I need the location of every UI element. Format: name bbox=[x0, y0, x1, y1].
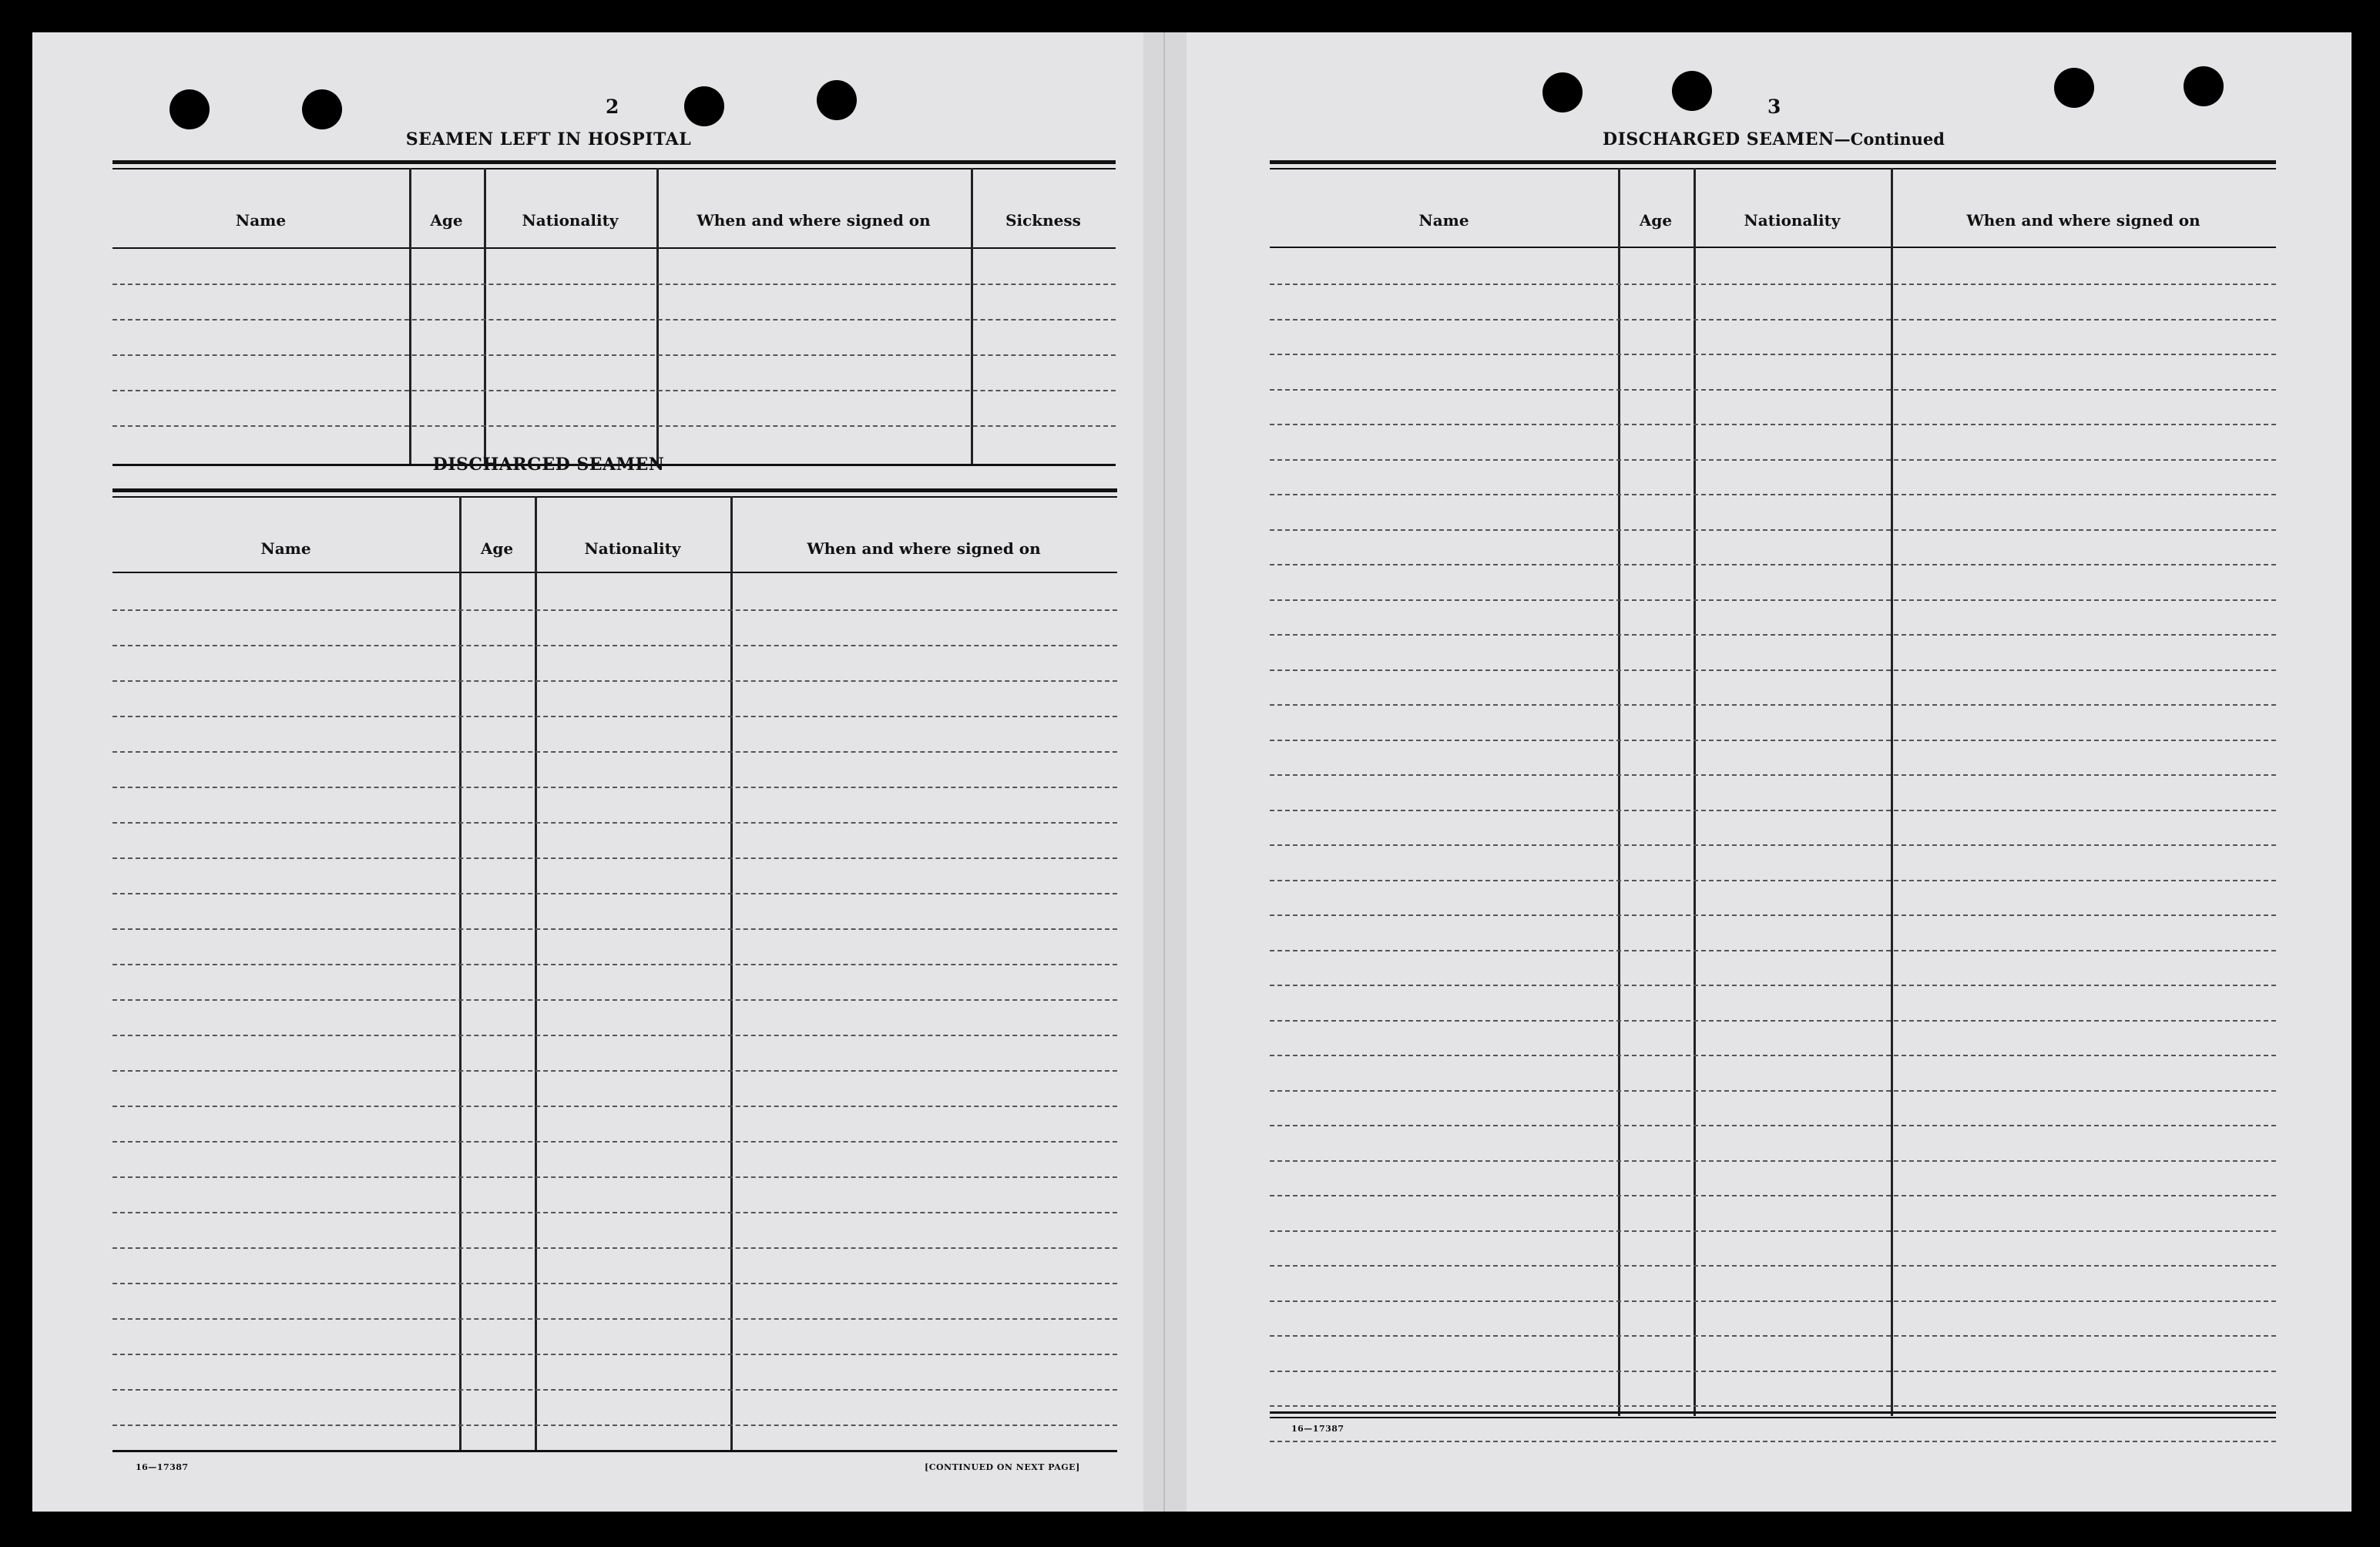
form-row-line bbox=[1270, 1441, 2276, 1442]
form-row-line bbox=[1270, 669, 2276, 671]
form-row-line bbox=[1270, 389, 2276, 391]
form-row-line bbox=[112, 928, 1117, 930]
form-row-line bbox=[1270, 844, 2276, 846]
title-text: DISCHARGED SEAMEN bbox=[1603, 129, 1835, 149]
punch-hole bbox=[170, 89, 210, 129]
form-row-line bbox=[1270, 1090, 2276, 1092]
column-divider bbox=[459, 496, 462, 1451]
form-row-line bbox=[112, 609, 1117, 611]
form-row-line bbox=[1270, 284, 2276, 285]
discharged-continued-table bbox=[1270, 160, 2276, 1416]
form-row-line bbox=[112, 645, 1117, 646]
form-row-line bbox=[112, 787, 1117, 788]
punch-hole bbox=[684, 86, 724, 126]
form-row-line bbox=[112, 390, 1116, 391]
discharged-continued-title bbox=[1603, 129, 1945, 149]
col-header-name: Name bbox=[260, 539, 311, 558]
form-row-line bbox=[112, 1389, 1117, 1391]
column-divider bbox=[1618, 168, 1620, 1416]
form-row-line bbox=[1270, 1371, 2276, 1372]
form-row-line bbox=[112, 1070, 1117, 1072]
page-number: 3 bbox=[1767, 96, 1781, 118]
top-rule bbox=[112, 160, 1116, 164]
punch-hole bbox=[2184, 66, 2224, 106]
form-row-line bbox=[1270, 774, 2276, 776]
bottom-rule-thin bbox=[1270, 1417, 2276, 1418]
form-row-line bbox=[1270, 1335, 2276, 1337]
form-row-line bbox=[112, 857, 1117, 859]
column-divider bbox=[1694, 168, 1696, 1416]
form-row-line bbox=[1270, 1405, 2276, 1407]
form-row-line bbox=[112, 1212, 1117, 1213]
continued-note: [CONTINUED ON NEXT PAGE] bbox=[925, 1462, 1080, 1472]
form-row-line bbox=[112, 1318, 1117, 1320]
top-rule bbox=[112, 488, 1117, 492]
col-header-nationality: Nationality bbox=[1744, 211, 1841, 230]
form-row-line bbox=[112, 999, 1117, 1001]
form-row-line bbox=[112, 1176, 1117, 1178]
punch-hole bbox=[817, 80, 857, 120]
col-header-name: Name bbox=[1418, 211, 1469, 230]
top-rule bbox=[1270, 160, 2276, 164]
form-row-line bbox=[112, 319, 1116, 320]
form-row-line bbox=[1270, 1300, 2276, 1302]
form-row-line bbox=[1270, 950, 2276, 951]
header-rule bbox=[112, 247, 1116, 249]
header-rule bbox=[112, 572, 1117, 573]
form-row-line bbox=[1270, 914, 2276, 916]
page-number: 2 bbox=[606, 96, 619, 118]
form-row-line bbox=[1270, 1125, 2276, 1126]
form-row-line bbox=[1270, 1055, 2276, 1056]
form-row-line bbox=[1270, 424, 2276, 425]
form-row-line bbox=[1270, 1195, 2276, 1196]
discharged-table bbox=[112, 488, 1117, 1451]
header-rule bbox=[1270, 247, 2276, 248]
form-row-line bbox=[112, 716, 1117, 717]
punch-hole bbox=[2054, 68, 2094, 108]
form-row-line bbox=[112, 1425, 1117, 1426]
form-number: 16—17387 bbox=[136, 1462, 189, 1472]
column-divider bbox=[1891, 168, 1893, 1416]
hospital-title: SEAMEN LEFT IN HOSPITAL bbox=[405, 129, 692, 149]
form-row-line bbox=[112, 284, 1116, 285]
form-number: 16—17387 bbox=[1291, 1424, 1344, 1434]
form-row-line bbox=[1270, 810, 2276, 811]
form-row-line bbox=[1270, 740, 2276, 741]
column-divider bbox=[730, 496, 733, 1451]
right-page bbox=[1187, 32, 2351, 1512]
bottom-rule bbox=[112, 1450, 1117, 1452]
form-row-line bbox=[1270, 1160, 2276, 1162]
bottom-rule bbox=[1270, 1411, 2276, 1414]
form-row-line bbox=[112, 893, 1117, 894]
form-row-line bbox=[112, 1141, 1117, 1143]
form-row-line bbox=[112, 964, 1117, 965]
col-header-age: Age bbox=[430, 211, 463, 230]
form-row-line bbox=[112, 1035, 1117, 1036]
col-header-name: Name bbox=[235, 211, 287, 230]
form-row-line bbox=[112, 425, 1116, 427]
form-row-line bbox=[1270, 564, 2276, 565]
punch-hole bbox=[1542, 72, 1583, 112]
col-header-sickness: Sickness bbox=[1005, 211, 1081, 230]
form-row-line bbox=[1270, 1265, 2276, 1267]
form-row-line bbox=[1270, 634, 2276, 636]
form-row-line bbox=[1270, 494, 2276, 495]
form-row-line bbox=[112, 1354, 1117, 1355]
form-row-line bbox=[1270, 459, 2276, 461]
top-rule-thin bbox=[112, 168, 1116, 169]
title-suffix: —Continued bbox=[1834, 129, 1945, 149]
form-row-line bbox=[1270, 529, 2276, 531]
punch-hole bbox=[302, 89, 342, 129]
form-row-line bbox=[1270, 1020, 2276, 1022]
col-header-signed-on: When and where signed on bbox=[807, 539, 1041, 558]
col-header-nationality: Nationality bbox=[584, 539, 681, 558]
form-row-line bbox=[112, 1283, 1117, 1284]
form-row-line bbox=[1270, 704, 2276, 706]
form-row-line bbox=[112, 354, 1116, 356]
form-row-line bbox=[1270, 985, 2276, 986]
form-row-line bbox=[1270, 599, 2276, 601]
page-fold bbox=[1143, 32, 1187, 1512]
form-row-line bbox=[112, 751, 1117, 753]
punch-hole bbox=[1672, 71, 1712, 111]
form-row-line bbox=[112, 1106, 1117, 1107]
left-page bbox=[32, 32, 1143, 1512]
form-row-line bbox=[1270, 1230, 2276, 1232]
fold-crease bbox=[1163, 32, 1165, 1512]
col-header-nationality: Nationality bbox=[522, 211, 619, 230]
col-header-age: Age bbox=[480, 539, 514, 558]
form-row-line bbox=[112, 1247, 1117, 1249]
form-row-line bbox=[112, 822, 1117, 824]
top-rule-thin bbox=[1270, 168, 2276, 169]
form-row-line bbox=[1270, 354, 2276, 355]
form-row-line bbox=[1270, 319, 2276, 320]
discharged-title: DISCHARGED SEAMEN bbox=[432, 455, 665, 475]
column-divider bbox=[535, 496, 537, 1451]
col-header-age: Age bbox=[1639, 211, 1673, 230]
col-header-signed-on: When and where signed on bbox=[697, 211, 931, 230]
col-header-signed-on: When and where signed on bbox=[1966, 211, 2200, 230]
hospital-table bbox=[112, 160, 1116, 465]
top-rule-thin bbox=[112, 496, 1117, 498]
form-row-line bbox=[112, 680, 1117, 682]
form-row-line bbox=[1270, 880, 2276, 881]
